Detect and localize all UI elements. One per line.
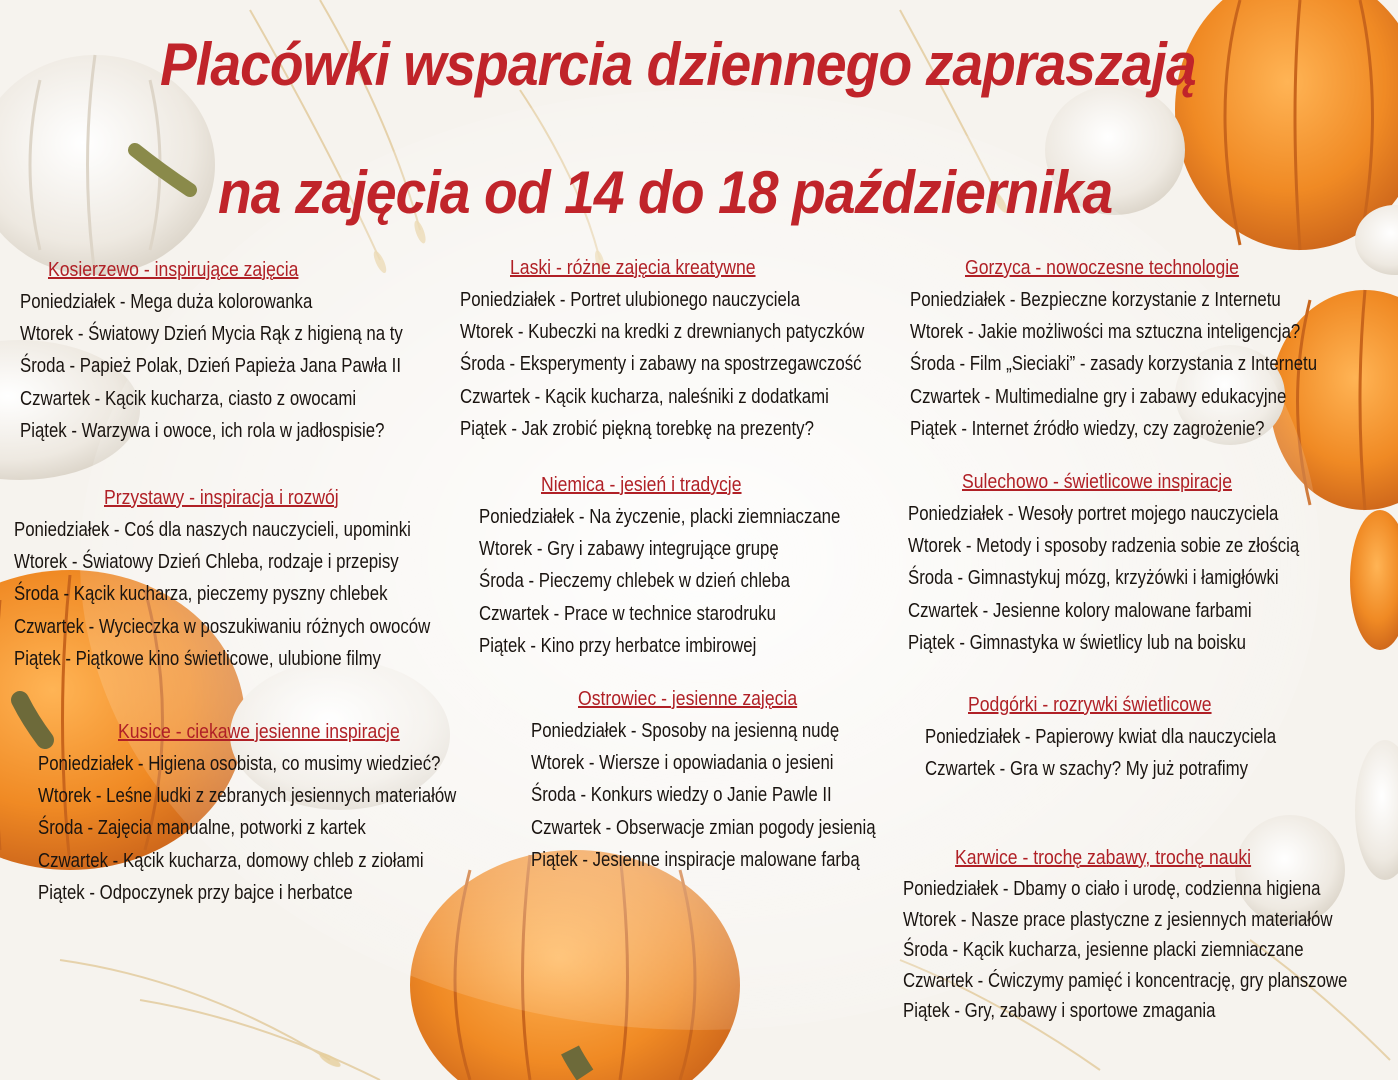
section-heading: Gorzyca - nowoczesne technologie bbox=[965, 257, 1239, 279]
section-heading: Przystawy - inspiracja i rozwój bbox=[104, 487, 339, 509]
schedule-item: Czwartek - Gra w szachy? My już potrafimy bbox=[925, 758, 1249, 781]
schedule-item: Poniedziałek - Bezpieczne korzystanie z Internetu bbox=[910, 289, 1281, 311]
schedule-item: Poniedziałek - Wesoły portret mojego nauczyciela bbox=[908, 503, 1279, 525]
schedule-item: Czwartek - Kącik kucharza, naleśniki z dodatkami bbox=[460, 385, 829, 408]
schedule-item: Poniedziałek - Papierowy kwiat dla nauczyciela bbox=[925, 726, 1277, 748]
schedule-item: Środa - Kącik kucharza, jesienne placki ziemniaczane bbox=[903, 939, 1304, 961]
schedule-item: Poniedziałek - Coś dla naszych nauczycieli, upominki bbox=[14, 519, 411, 541]
section-kosierzewo bbox=[20, 259, 476, 447]
schedule-item: Wtorek - Metody i sposoby radzenia sobie ze złością bbox=[908, 535, 1300, 558]
section-sulechowo bbox=[908, 471, 1374, 659]
schedule-item: Czwartek - Kącik kucharza, ciasto z owocami bbox=[20, 387, 357, 410]
schedule-item: Czwartek - Jesienne kolory malowane farbami bbox=[908, 599, 1252, 622]
schedule-item: Środa - Konkurs wiedzy o Janie Pawle II bbox=[531, 784, 832, 807]
section-kusice bbox=[38, 721, 536, 909]
schedule-item: Czwartek - Prace w technice starodruku bbox=[479, 602, 776, 625]
schedule-item: Piątek - Jak zrobić piękną torebkę na prezenty? bbox=[460, 417, 814, 440]
section-ostrowiec bbox=[531, 688, 941, 876]
schedule-item: Wtorek - Jakie możliwości ma sztuczna inteligencja? bbox=[910, 321, 1301, 344]
schedule-item: Wtorek - Leśne ludki z zebranych jesiennych materiałów bbox=[38, 785, 457, 808]
schedule-item: Środa - Papież Polak, Dzień Papieża Jana Pawła II bbox=[20, 355, 402, 378]
schedule-item: Piątek - Jesienne inspiracje malowane farbą bbox=[531, 848, 860, 871]
schedule-item: Piątek - Warzywa i owoce, ich rola w jadłospisie? bbox=[20, 419, 385, 442]
schedule-item: Środa - Pieczemy chlebek w dzień chleba bbox=[479, 570, 790, 593]
section-przystawy bbox=[14, 487, 510, 675]
title-line-2: na zajęcia od 14 do 18 października bbox=[218, 159, 1113, 226]
schedule-item: Środa - Kącik kucharza, pieczemy pyszny chlebek bbox=[14, 583, 388, 606]
schedule-item: Wtorek - Światowy Dzień Chleba, rodzaje i przepisy bbox=[14, 551, 399, 574]
schedule-item: Piątek - Gimnastyka w świetlicy lub na boisku bbox=[908, 631, 1246, 654]
schedule-item: Poniedziałek - Mega duża kolorowanka bbox=[20, 291, 313, 313]
schedule-item: Wtorek - Światowy Dzień Mycia Rąk z higieną na ty bbox=[20, 323, 403, 346]
section-heading: Laski - różne zajęcia kreatywne bbox=[510, 257, 756, 279]
section-niemica bbox=[479, 474, 909, 662]
schedule-item: Wtorek - Wiersze i opowiadania o jesieni bbox=[531, 752, 834, 775]
section-karwice bbox=[903, 847, 1398, 1027]
schedule-item: Piątek - Kino przy herbatce imbirowej bbox=[479, 634, 757, 657]
section-laski bbox=[460, 257, 941, 445]
schedule-item: Poniedziałek - Sposoby na jesienną nudę bbox=[531, 720, 840, 742]
schedule-item: Środa - Eksperymenty i zabawy na spostrzegawczość bbox=[460, 353, 862, 376]
schedule-item: Wtorek - Nasze prace plastyczne z jesiennych materiałów bbox=[903, 908, 1333, 931]
section-heading: Podgórki - rozrywki świetlicowe bbox=[968, 694, 1212, 716]
section-heading: Ostrowiec - jesienne zajęcia bbox=[578, 688, 798, 710]
schedule-item: Wtorek - Kubeczki na kredki z drewnianych patyczków bbox=[460, 321, 865, 344]
schedule-item: Piątek - Internet źródło wiedzy, czy zagrożenie? bbox=[910, 417, 1265, 440]
schedule-item: Środa - Gimnastykuj mózg, krzyżówki i łamigłówki bbox=[908, 567, 1279, 590]
schedule-item: Piątek - Piątkowe kino świetlicowe, ulubione filmy bbox=[14, 647, 381, 670]
schedule-item: Czwartek - Obserwacje zmian pogody jesienią bbox=[531, 816, 876, 839]
title-line-1: Placówki wsparcia dziennego zapraszają bbox=[160, 31, 1196, 98]
section-heading: Karwice - trochę zabawy, trochę nauki bbox=[955, 847, 1252, 869]
schedule-item: Piątek - Gry, zabawy i sportowe zmagania bbox=[903, 1000, 1216, 1022]
schedule-item: Środa - Zajęcia manualne, potworki z kartek bbox=[38, 817, 366, 840]
schedule-item: Poniedziałek - Na życzenie, placki ziemniaczane bbox=[479, 506, 841, 528]
section-gorzyca bbox=[910, 257, 1395, 445]
section-podgorki bbox=[925, 694, 1343, 785]
schedule-item: Poniedziałek - Dbamy o ciało i urodę, codzienna higiena bbox=[903, 878, 1321, 900]
schedule-item: Środa - Film „Sieciaki” - zasady korzystania z Internetu bbox=[910, 353, 1318, 376]
schedule-item: Czwartek - Wycieczka w poszukiwaniu różnych owoców bbox=[14, 615, 431, 638]
section-heading: Niemica - jesień i tradycje bbox=[541, 474, 742, 496]
schedule-item: Piątek - Odpoczynek przy bajce i herbatce bbox=[38, 881, 353, 904]
schedule-item: Czwartek - Ćwiczymy pamięć i koncentrację, gry planszowe bbox=[903, 969, 1348, 992]
schedule-item: Poniedziałek - Higiena osobista, co musimy wiedzieć? bbox=[38, 753, 441, 775]
schedule-item: Wtorek - Gry i zabawy integrujące grupę bbox=[479, 538, 779, 561]
schedule-item: Poniedziałek - Portret ulubionego nauczyciela bbox=[460, 289, 800, 311]
section-heading: Sulechowo - świetlicowe inspiracje bbox=[962, 471, 1232, 493]
section-heading: Kusice - ciekawe jesienne inspiracje bbox=[118, 721, 400, 743]
section-heading: Kosierzewo - inspirujące zajęcia bbox=[48, 259, 299, 281]
schedule-item: Czwartek - Multimedialne gry i zabawy edukacyjne bbox=[910, 385, 1287, 408]
schedule-item: Czwartek - Kącik kucharza, domowy chleb z ziołami bbox=[38, 849, 424, 872]
